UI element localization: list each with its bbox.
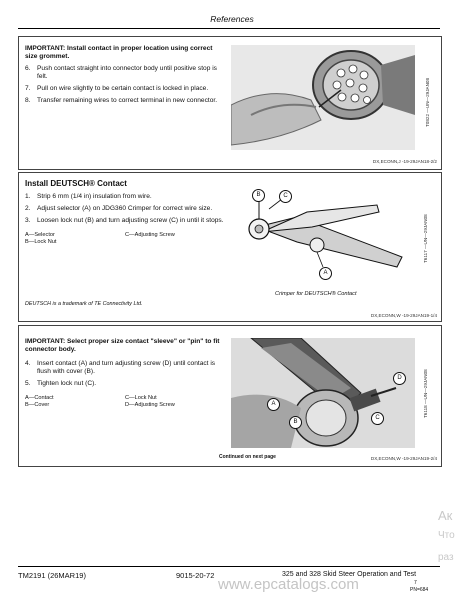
callout-label: B bbox=[252, 189, 265, 202]
step-item: 5. Tighten lock nut (C). bbox=[25, 380, 97, 387]
figure-id: T0822 —UN—29JAN08 bbox=[425, 77, 430, 127]
header-rule bbox=[18, 28, 440, 29]
figure-caption: Crimper for DEUTSCH® Contact bbox=[275, 291, 357, 297]
legend-item: B—Cover bbox=[25, 402, 50, 408]
crimper-illustration bbox=[237, 187, 407, 282]
step-item: 2. Adjust selector (A) on JDG360 Crimper for correct wire size. bbox=[25, 205, 213, 212]
step-item: 6. Push contact straight into connector body until positive stop is felt. bbox=[25, 65, 217, 80]
callout-label: D bbox=[393, 372, 406, 385]
legend-item: B—Lock Nut bbox=[25, 239, 57, 245]
step-item: 7. Pull on wire slightly to be certain contact is locked in place. bbox=[25, 85, 209, 92]
legend bbox=[25, 232, 225, 246]
section3-text bbox=[25, 338, 225, 409]
important-notice: IMPORTANT: Install contact in proper location using correct size grommet. bbox=[25, 45, 213, 60]
footer-manual-title: 325 and 328 Skid Steer Operation and Test bbox=[282, 571, 417, 578]
legend-item: C—Adjusting Screw bbox=[125, 232, 175, 238]
step-item: 1. Strip 6 mm (1/4 in) insulation from wire. bbox=[25, 193, 152, 200]
section-install-deutsch bbox=[18, 172, 442, 322]
doc-reference: DX,ECONN,W -19-29JAN19-2/4 bbox=[370, 456, 437, 461]
crimper-photo bbox=[231, 338, 415, 448]
footer-rule bbox=[18, 566, 440, 567]
watermark-side-line: Что bbox=[438, 530, 455, 541]
figure-id: T6118 —UN—29JAN08 bbox=[423, 369, 428, 418]
footer-sub: 7 bbox=[414, 580, 417, 586]
step-item: 3. Loosen lock nut (B) and turn adjusting screw (C) in until it stops. bbox=[25, 217, 224, 224]
watermark-side-line: Ак bbox=[438, 508, 453, 523]
section-title: Install DEUTSCH® Contact bbox=[25, 179, 127, 188]
callout-label: B bbox=[289, 416, 302, 429]
legend-item: A—Selector bbox=[25, 232, 55, 238]
figure-id: T6117 —UN—29JAN08 bbox=[423, 214, 428, 263]
connector-photo bbox=[231, 45, 415, 150]
section1-text bbox=[25, 45, 225, 105]
trademark-note: DEUTSCH is a trademark of TE Connectivity Ltd. bbox=[25, 301, 143, 307]
watermark-site: www.epcatalogs.com bbox=[218, 576, 359, 593]
steps-list bbox=[25, 65, 225, 105]
callout-label: A bbox=[267, 398, 280, 411]
callout-label: C bbox=[371, 412, 384, 425]
legend-item: A—Contact bbox=[25, 395, 54, 401]
continued-note: Continued on next page bbox=[219, 454, 276, 460]
footer-page-code: 9015-20-72 bbox=[176, 571, 215, 580]
section2-text bbox=[25, 179, 225, 246]
steps-list bbox=[25, 360, 225, 388]
doc-reference: DX,ECONN,W -19-29JAN19-1/4 bbox=[370, 313, 437, 318]
callout-label: A bbox=[319, 267, 332, 280]
legend-item: D—Adjusting Screw bbox=[125, 402, 175, 408]
section-select-contact bbox=[18, 325, 442, 467]
legend bbox=[25, 395, 225, 409]
doc-reference: DX,ECONN,J -19-29JAN18-2/2 bbox=[372, 159, 437, 164]
footer-page-number: PN=684 bbox=[410, 587, 429, 593]
step-item: 4. Insert contact (A) and turn adjusting screw (D) until contact is flush with cover (B). bbox=[25, 360, 216, 375]
footer-tm-number: TM2191 (26MAR19) bbox=[18, 571, 86, 580]
page-header-title: References bbox=[210, 14, 254, 24]
legend-item bbox=[125, 239, 225, 246]
important-notice: IMPORTANT: Select proper size contact "sleeve" or "pin" to fit connector body. bbox=[25, 338, 220, 353]
watermark-side-line: раз bbox=[438, 552, 454, 563]
legend-item: C—Lock Nut bbox=[125, 395, 157, 401]
callout-label: C bbox=[279, 190, 292, 203]
section-install-contact bbox=[18, 36, 442, 170]
step-item: 8. Transfer remaining wires to correct terminal in new connector. bbox=[25, 97, 218, 104]
